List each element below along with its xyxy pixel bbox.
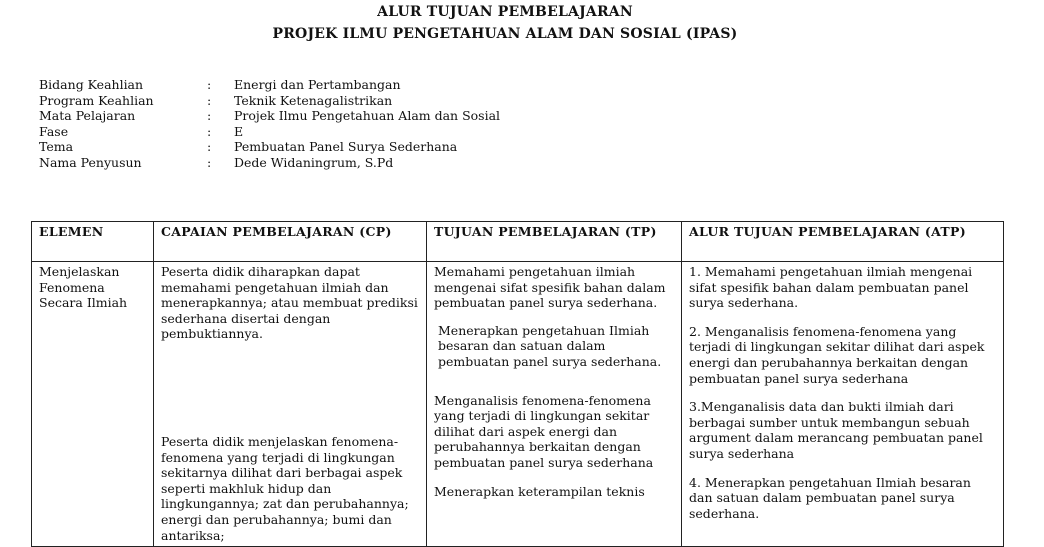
cell-atp: [682, 262, 1004, 547]
header-atp: ALUR TUJUAN PEMBELAJARAN (ATP): [682, 222, 1004, 262]
meta-value: Pembuatan Panel Surya Sederhana: [234, 139, 458, 155]
cell-elemen: [32, 262, 154, 547]
document-title: ALUR TUJUAN PEMBELAJARAN: [377, 4, 633, 20]
meta-label: Tema: [39, 139, 74, 155]
header-tp: TUJUAN PEMBELAJARAN (TP): [427, 222, 682, 262]
meta-label: Nama Penyusun: [39, 154, 142, 170]
meta-value: Dede Widaningrum, S.Pd: [234, 154, 394, 170]
atp-item: 4. Menerapkan pengetahuan Ilmiah besaran dan satuan dalam pembuatan panel surya sederhana.: [689, 474, 971, 521]
tp-paragraph: Menerapkan pengetahuan Ilmiah besaran dan satuan dalam pembuatan panel surya sederhana.: [438, 322, 662, 369]
table-row: [32, 262, 1004, 547]
meta-label: Bidang Keahlian: [39, 77, 144, 92]
table-header-row: [32, 222, 1004, 262]
cell-cp: [154, 262, 427, 547]
meta-label: Mata Pelajaran: [39, 108, 136, 124]
meta-colon: :: [207, 154, 212, 170]
meta-value: Teknik Ketenagalistrikan: [234, 92, 393, 108]
tp-paragraph: Menganalisis fenomena-fenomena yang terjadi di lingkungan sekitar dilihat dari aspek energi dan perubahannya berkaitan dengan pembuatan panel surya sederhana: [434, 392, 654, 470]
atp-item: 2. Menganalisis fenomena-fenomena yang terjadi di lingkungan sekitar dilihat dari aspek energi dan perubahannya berkaitan dengan pembuatan panel surya sederhana: [689, 323, 985, 386]
elemen-text: Menjelaskan Fenomena Secara Ilmiah: [39, 264, 128, 311]
meta-colon: :: [207, 92, 212, 108]
meta-value: Projek Ilmu Pengetahuan Alam dan Sosial: [234, 108, 501, 124]
header-elemen: ELEMEN: [32, 222, 154, 262]
atp-table: [31, 221, 1004, 547]
meta-colon: :: [207, 108, 212, 124]
tp-paragraph: Memahami pengetahuan ilmiah mengenai sifat spesifik bahan dalam pembuatan panel surya sederhana.: [434, 264, 666, 311]
tp-paragraph: Menerapkan keterampilan teknis: [434, 483, 645, 499]
cp-paragraph: Peserta didik diharapkan dapat memahami pengetahuan ilmiah dan menerapkannya; atau membuat prediksi sederhana disertai dengan pembuktiannya.: [161, 264, 418, 342]
meta-value: E: [234, 123, 244, 139]
atp-item: 3.Menganalisis data dan bukti ilmiah dari berbagai sumber untuk membangun sebuah argument dalam merancang pembuatan panel surya sederhana: [689, 399, 983, 461]
header-cp: CAPAIAN PEMBELAJARAN (CP): [154, 222, 427, 262]
meta-colon: :: [207, 139, 212, 155]
meta-colon: :: [207, 123, 212, 139]
meta-label: Fase: [39, 123, 69, 139]
meta-colon: :: [207, 77, 212, 92]
meta-label: Program Keahlian: [39, 92, 154, 108]
cp-paragraph: Peserta didik menjelaskan fenomena-fenomena yang terjadi di lingkungan sekitarnya dilihat dari berbagai aspek seperti makhluk hidup dan lingkungannya; zat dan perubahannya; energi dan perubahannya; bumi dan antariksa;: [161, 433, 409, 543]
meta-value: Energi dan Pertambangan: [234, 77, 401, 92]
cell-tp: [427, 262, 682, 547]
atp-item: 1. Memahami pengetahuan ilmiah mengenai sifat spesifik bahan dalam pembuatan panel surya sederhana.: [689, 264, 973, 311]
document-subtitle: PROJEK ILMU PENGETAHUAN ALAM DAN SOSIAL (IPAS): [272, 26, 738, 42]
